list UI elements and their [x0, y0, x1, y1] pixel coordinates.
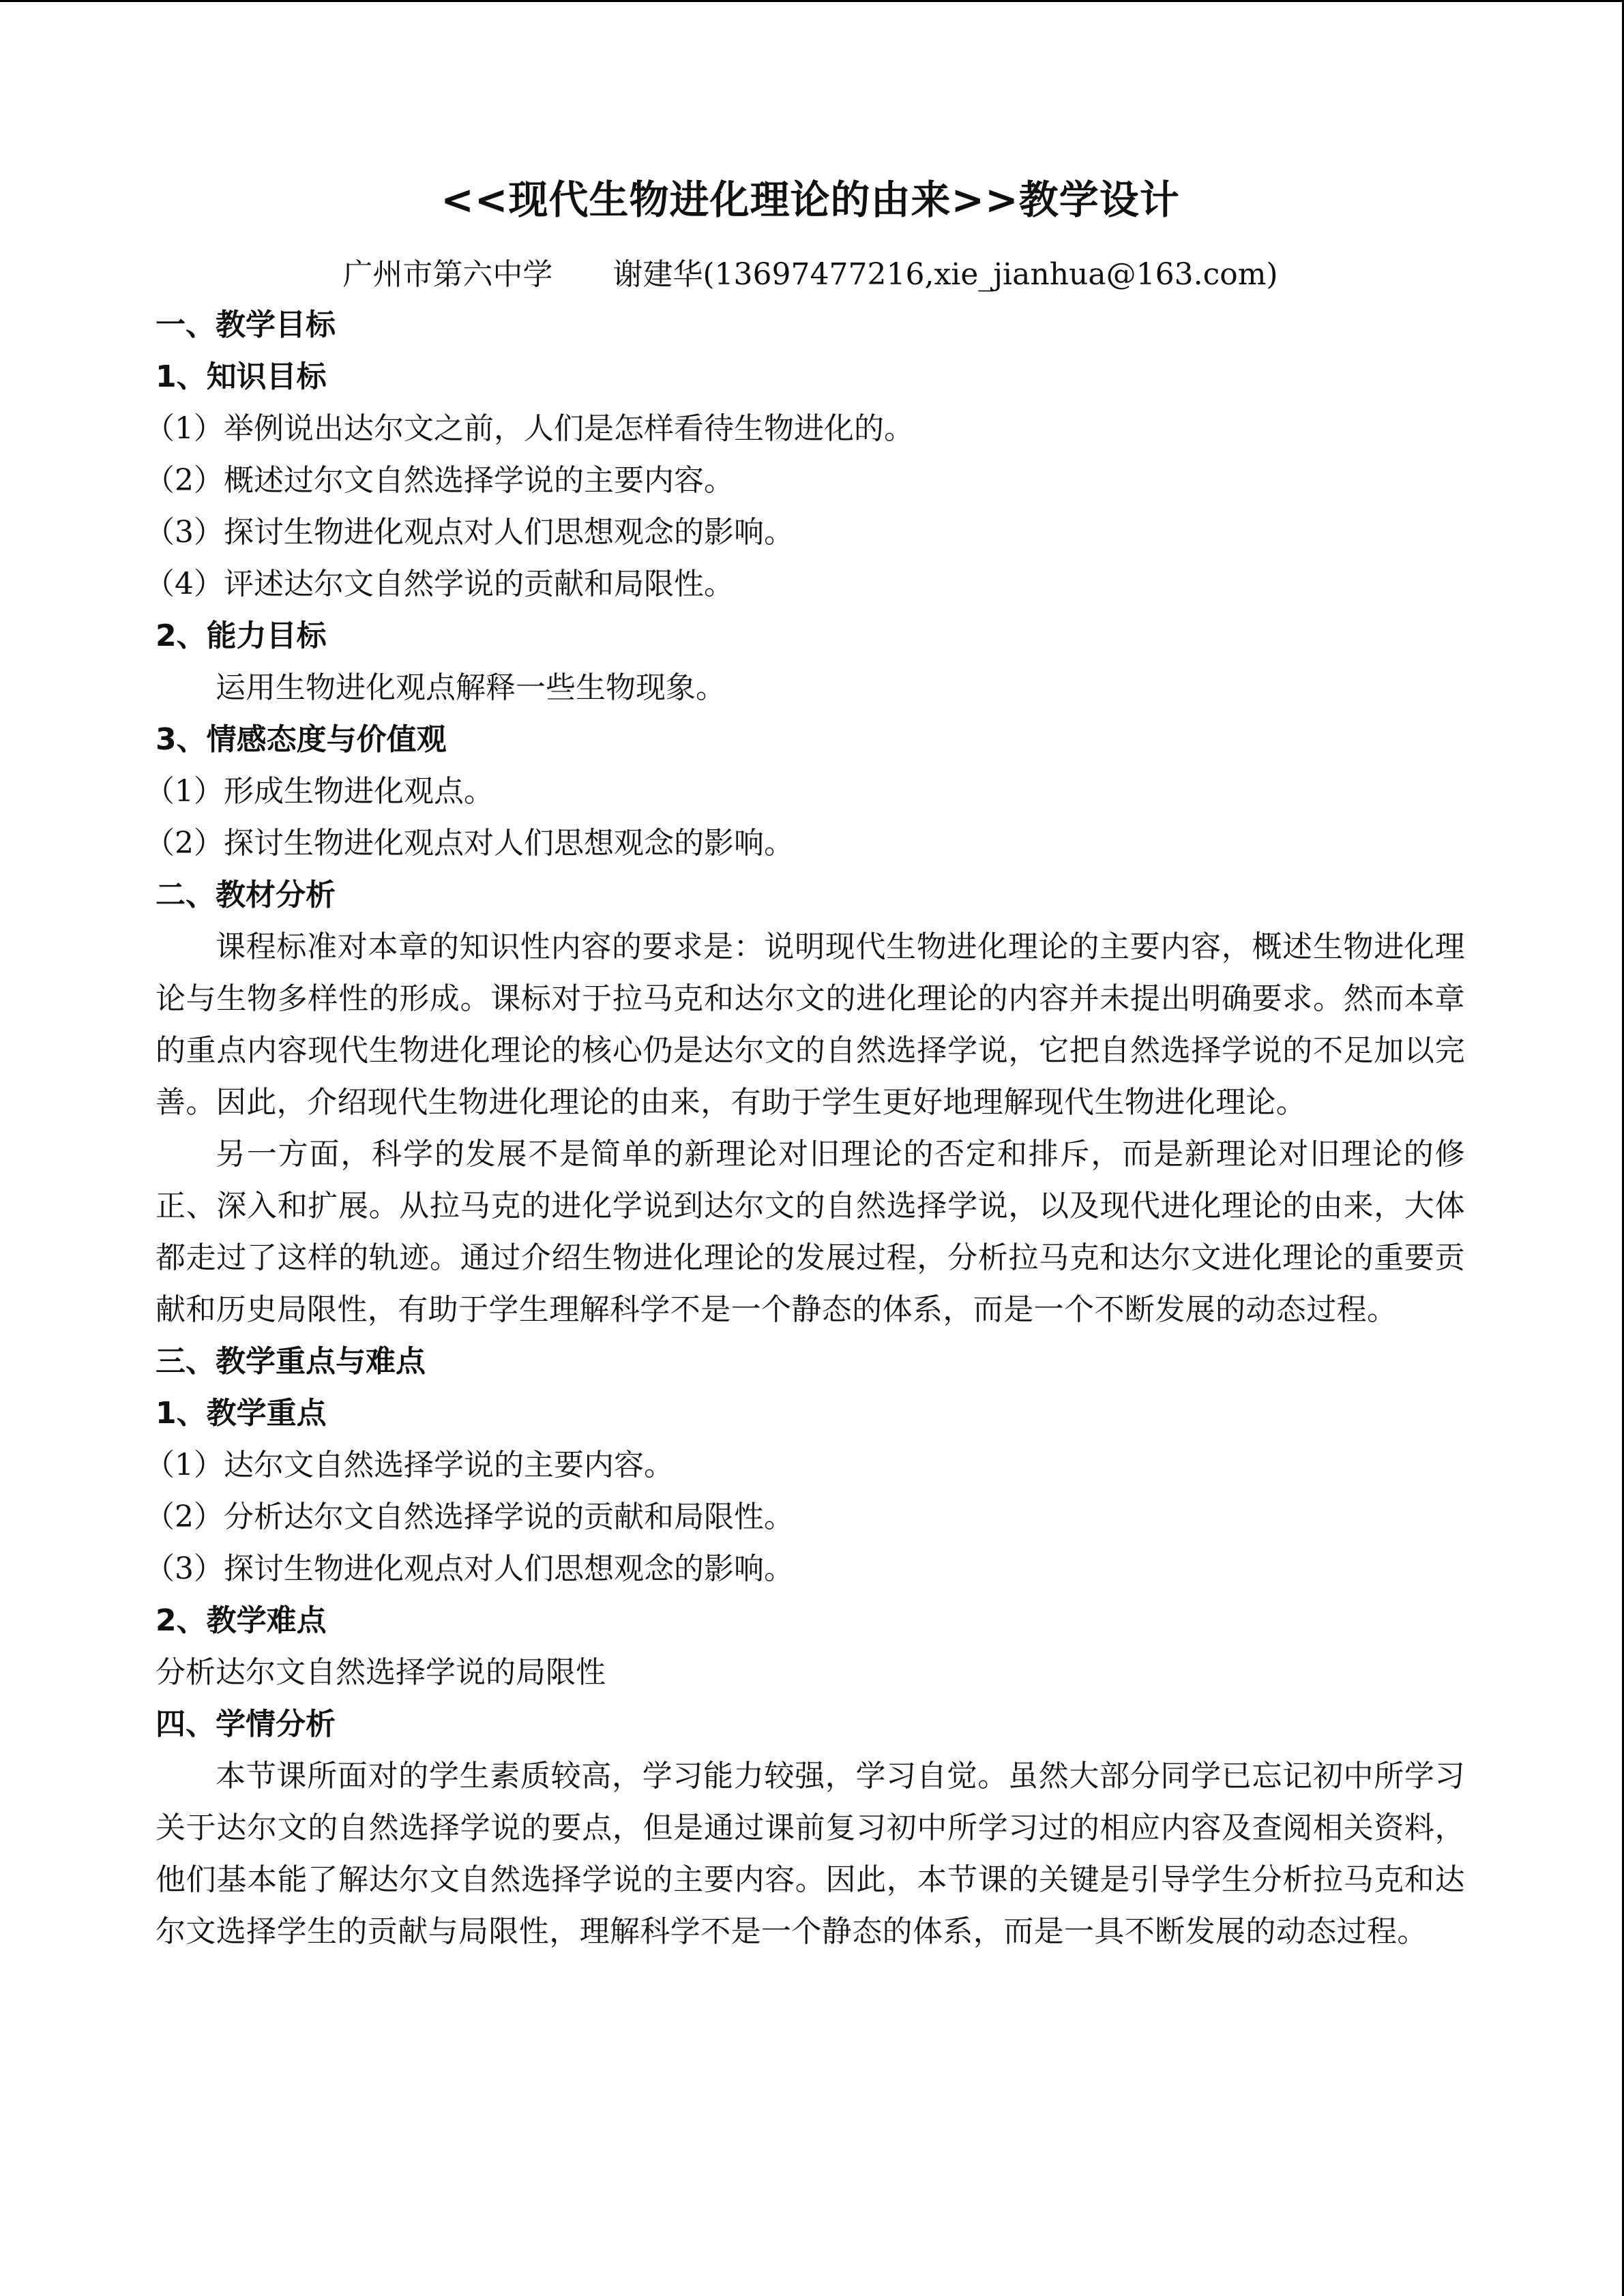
document-title: <<现代生物进化理论的由来>>教学设计	[441, 177, 1180, 223]
list-item: （1）举例说出达尔文之前，人们是怎样看待生物进化的。	[145, 411, 914, 446]
difficulty-text: 分析达尔文自然选择学说的局限性	[156, 1655, 606, 1690]
section-heading-students: 四、学情分析	[156, 1707, 336, 1742]
list-item: （4）评述达尔文自然学说的贡献和局限性。	[145, 567, 734, 601]
paragraph-curriculum: 课程标准对本章的知识性内容的要求是：说明现代生物进化理论的主要内容，概述生物进化理论与生物多样性的形成。课标对于拉马克和达尔文的进化理论的内容并未提出明确要求。然而本章的重点内容现代生物进化理论的核心仍是达尔文的自然选择学说，它把自然选择学说的不足加以完善。因此，介绍现代生物进化理论的由来，有助于学生更好地理解现代生物进化理论。	[156, 929, 1465, 1120]
section-heading-goals: 一、教学目标	[156, 308, 336, 342]
paragraph-students: 本节课所面对的学生素质较高，学习能力较强，学习自觉。虽然大部分同学已忘记初中所学习关于达尔文的自然选择学说的要点，但是通过课前复习初中所学习过的相应内容及查阅相关资料，他们基本能了解达尔文自然选择学说的主要内容。因此，本节课的关键是引导学生分析拉马克和达尔文选择学生的贡献与局限性，理解科学不是一个静态的体系，而是一具不断发展的动态过程。	[156, 1759, 1465, 1949]
list-item: （2）概述过尔文自然选择学说的主要内容。	[145, 463, 734, 498]
section-heading-key-points: 三、教学重点与难点	[156, 1344, 426, 1379]
document-body	[145, 299, 1465, 1958]
subheading-teaching-focus: 1、教学重点	[156, 1396, 327, 1431]
section-heading-analysis: 二、教材分析	[156, 878, 336, 912]
list-item: （2）探讨生物进化观点对人们思想观念的影响。	[145, 826, 794, 861]
subheading-emotion-values: 3、情感态度与价值观	[156, 722, 447, 757]
ability-goal-text: 运用生物进化观点解释一些生物现象。	[216, 670, 726, 705]
list-item: （1）形成生物进化观点。	[145, 774, 494, 809]
list-item: （2）分析达尔文自然选择学说的贡献和局限性。	[145, 1500, 794, 1534]
list-item: （3）探讨生物进化观点对人们思想观念的影响。	[145, 1551, 794, 1586]
subheading-teaching-difficulty: 2、教学难点	[156, 1603, 327, 1638]
subheading-knowledge-goals: 1、知识目标	[156, 359, 327, 394]
subheading-ability-goals: 2、能力目标	[156, 618, 327, 653]
list-item: （3）探讨生物进化观点对人们思想观念的影响。	[145, 515, 794, 550]
author-line: 广州市第六中学 谢建华(13697477216,xie_jianhua@163.com)	[342, 257, 1278, 292]
list-item: （1）达尔文自然选择学说的主要内容。	[145, 1448, 674, 1482]
paragraph-science-development: 另一方面，科学的发展不是简单的新理论对旧理论的否定和排斥，而是新理论对旧理论的修正、深入和扩展。从拉马克的进化学说到达尔文的自然选择学说，以及现代进化理论的由来，大体都走过了这样的轨迹。通过介绍生物进化理论的发展过程，分析拉马克和达尔文进化理论的重要贡献和历史局限性，有助于学生理解科学不是一个静态的体系，而是一个不断发展的动态过程。	[156, 1137, 1465, 1327]
